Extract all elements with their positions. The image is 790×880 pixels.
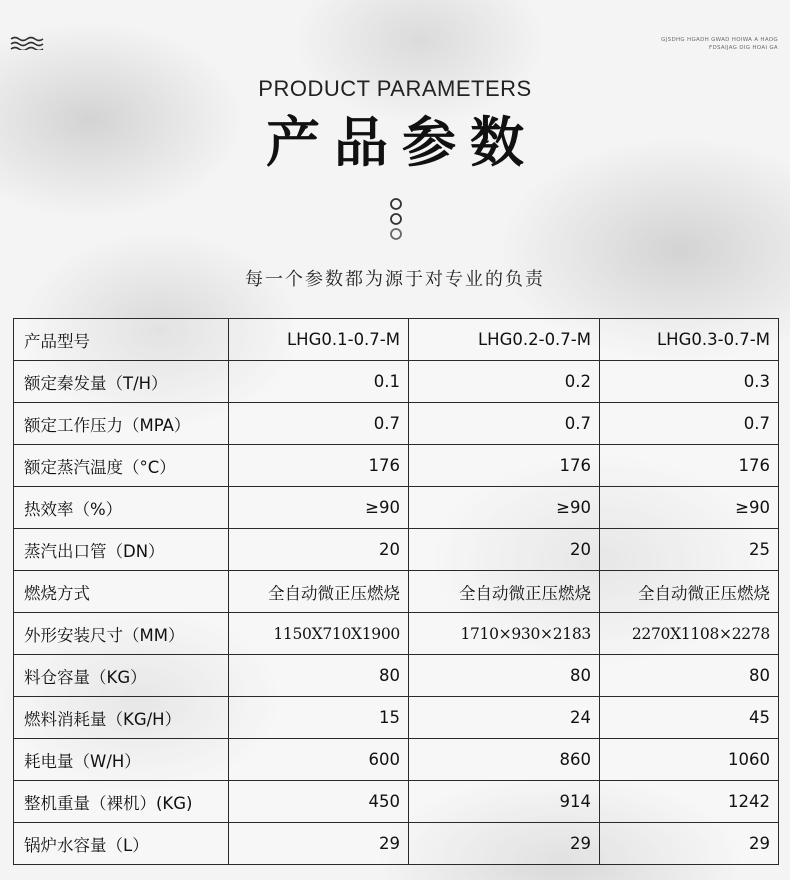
cell-model-2: 176 (409, 445, 600, 487)
chinese-title: 产品参数 (266, 111, 538, 174)
corner-decorative-text (661, 36, 778, 52)
row-label: 热效率（%） (14, 487, 229, 529)
cell-model-1: 0.1 (229, 361, 409, 403)
subtitle: 每一个参数都为源于对专业的负责 (245, 269, 545, 290)
corner-text-line-2: FDSAIJAG DIG HOAI GA (709, 45, 778, 51)
table-row (14, 571, 779, 613)
cell-model-3: 176 (600, 445, 779, 487)
cell-model-2: 29 (409, 823, 600, 865)
cell-model-1: 29 (229, 823, 409, 865)
row-label: 额定秦发量（T/H） (14, 361, 229, 403)
table-row (14, 487, 779, 529)
cell-model-3: 1242 (600, 781, 779, 823)
row-label: 产品型号 (14, 319, 229, 361)
cell-model-1: 20 (229, 529, 409, 571)
cell-model-3: ≥90 (600, 487, 779, 529)
parameters-table (13, 318, 779, 865)
cell-model-3: 29 (600, 823, 779, 865)
cell-model-1: 450 (229, 781, 409, 823)
row-label: 整机重量（裸机）(KG) (14, 781, 229, 823)
english-title: PRODUCT PARAMETERS (258, 76, 532, 101)
cell-model-3: 2270X1108×2278 (600, 613, 779, 655)
row-label: 燃料消耗量（KG/H） (14, 697, 229, 739)
cell-model-3: 全自动微正压燃烧 (600, 571, 779, 613)
cell-model-1: LHG0.1-0.7-M (229, 319, 409, 361)
row-label: 额定工作压力（MPA） (14, 403, 229, 445)
row-label: 锅炉水容量（L） (14, 823, 229, 865)
cell-model-1: 全自动微正压燃烧 (229, 571, 409, 613)
cell-model-2: 20 (409, 529, 600, 571)
wave-icon (10, 36, 44, 50)
cell-model-1: 0.7 (229, 403, 409, 445)
cell-model-2: 24 (409, 697, 600, 739)
table-row (14, 823, 779, 865)
row-label: 蒸汽出口管（DN） (14, 529, 229, 571)
row-label: 燃烧方式 (14, 571, 229, 613)
row-label: 额定蒸汽温度（°C） (14, 445, 229, 487)
cell-model-2: 全自动微正压燃烧 (409, 571, 600, 613)
table-row (14, 319, 779, 361)
cell-model-3: 0.3 (600, 361, 779, 403)
cell-model-1: 176 (229, 445, 409, 487)
cell-model-1: 80 (229, 655, 409, 697)
cell-model-2: 0.2 (409, 361, 600, 403)
cell-model-2: 914 (409, 781, 600, 823)
cell-model-2: 0.7 (409, 403, 600, 445)
corner-text-line-1: GJSDHG HGADH GWAD HOIWA A HAOG (661, 37, 778, 43)
cell-model-2: LHG0.2-0.7-M (409, 319, 600, 361)
row-label: 耗电量（W/H） (14, 739, 229, 781)
cell-model-3: 0.7 (600, 403, 779, 445)
cell-model-2: 860 (409, 739, 600, 781)
cell-model-3: LHG0.3-0.7-M (600, 319, 779, 361)
cell-model-1: ≥90 (229, 487, 409, 529)
cell-model-1: 600 (229, 739, 409, 781)
table-row (14, 655, 779, 697)
table-row (14, 613, 779, 655)
cell-model-2: 1710×930×2183 (409, 613, 600, 655)
cell-model-1: 15 (229, 697, 409, 739)
row-label: 料仓容量（KG） (14, 655, 229, 697)
cell-model-3: 80 (600, 655, 779, 697)
table-row (14, 529, 779, 571)
row-label: 外形安装尺寸（MM） (14, 613, 229, 655)
cell-model-2: ≥90 (409, 487, 600, 529)
cell-model-3: 1060 (600, 739, 779, 781)
parameters-table-body (14, 319, 779, 865)
table-row (14, 739, 779, 781)
table-row (14, 697, 779, 739)
table-row (14, 403, 779, 445)
table-row (14, 781, 779, 823)
cell-model-3: 45 (600, 697, 779, 739)
table-row (14, 445, 779, 487)
table-row (14, 361, 779, 403)
cell-model-2: 80 (409, 655, 600, 697)
cell-model-1: 1150X710X1900 (229, 613, 409, 655)
circles-divider-icon (389, 196, 403, 244)
cell-model-3: 25 (600, 529, 779, 571)
